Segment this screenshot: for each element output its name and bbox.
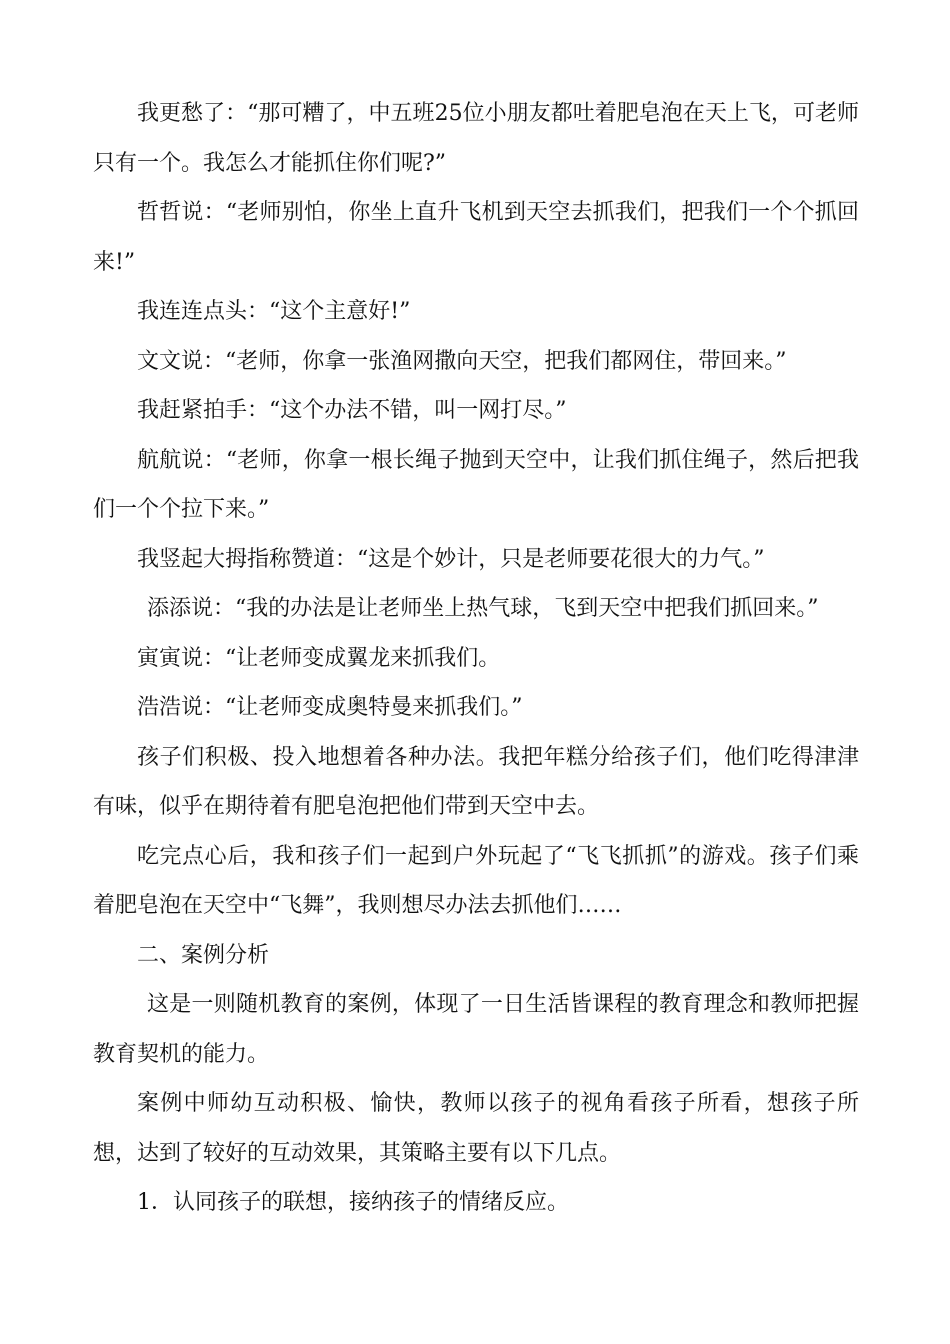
document-body [93,89,859,1228]
paragraph-yinyin-idea: 寅寅说：“让老师变成翼龙来抓我们。 [137,645,501,671]
paragraph-teacher-nods: 我连连点头：“这个主意好!” [137,299,411,324]
paragraph-wenwen-idea: 文文说：“老师，你拿一张渔网撒向天空，把我们都网住，带回来。” [137,348,787,374]
paragraph-hanghang-idea: 航航说：“老师，你拿一根长绳子抛到天空中，让我们抓住绳子，然后把我们一个个拉下来。” [93,447,859,522]
list-item-strategy-1: 1．认同孩子的联想，接纳孩子的情绪反应。 [137,1190,569,1215]
paragraph-interaction-strategy: 案例中师幼互动积极、愉快，教师以孩子的视角看孩子所看，想孩子所想，达到了较好的互动效果，其策略主要有以下几点。 [93,1091,859,1166]
paragraph-zhezhe-idea: 哲哲说：“老师别怕，你坐上直升飞机到天空去抓我们，把我们一个个抓回来!” [93,200,859,275]
paragraph-case-summary: 这是一则随机教育的案例，体现了一日生活皆课程的教育理念和教师把握教育契机的能力。 [93,992,859,1067]
paragraph-teacher-worried: 我更愁了：“那可糟了，中五班25位小朋友都吐着肥皂泡在天上飞，可老师只有一个。我怎么才能抓住你们呢?” [93,101,859,176]
paragraph-children-think: 孩子们积极、投入地想着各种办法。我把年糕分给孩子们，他们吃得津津有味，似乎在期待着有肥皂泡把他们带到天空中去。 [93,744,859,819]
paragraph-tiantian-idea: 添添说：“我的办法是让老师坐上热气球，飞到天空中把我们抓回来。” [147,596,819,621]
paragraph-haohao-idea: 浩浩说：“让老师变成奥特曼来抓我们。” [137,695,523,720]
paragraph-outdoor-game: 吃完点心后，我和孩子们一起到户外玩起了“飞飞抓抓”的游戏。孩子们乘着肥皂泡在天空中“飞舞”，我则想尽办法去抓他们…… [93,843,859,918]
paragraph-teacher-praise: 我竖起大拇指称赞道：“这是个妙计，只是老师要花很大的力气。” [137,546,765,572]
section-heading-case-analysis: 二、案例分析 [137,942,270,968]
paragraph-teacher-claps: 我赶紧拍手：“这个办法不错，叫一网打尽。” [137,398,567,423]
